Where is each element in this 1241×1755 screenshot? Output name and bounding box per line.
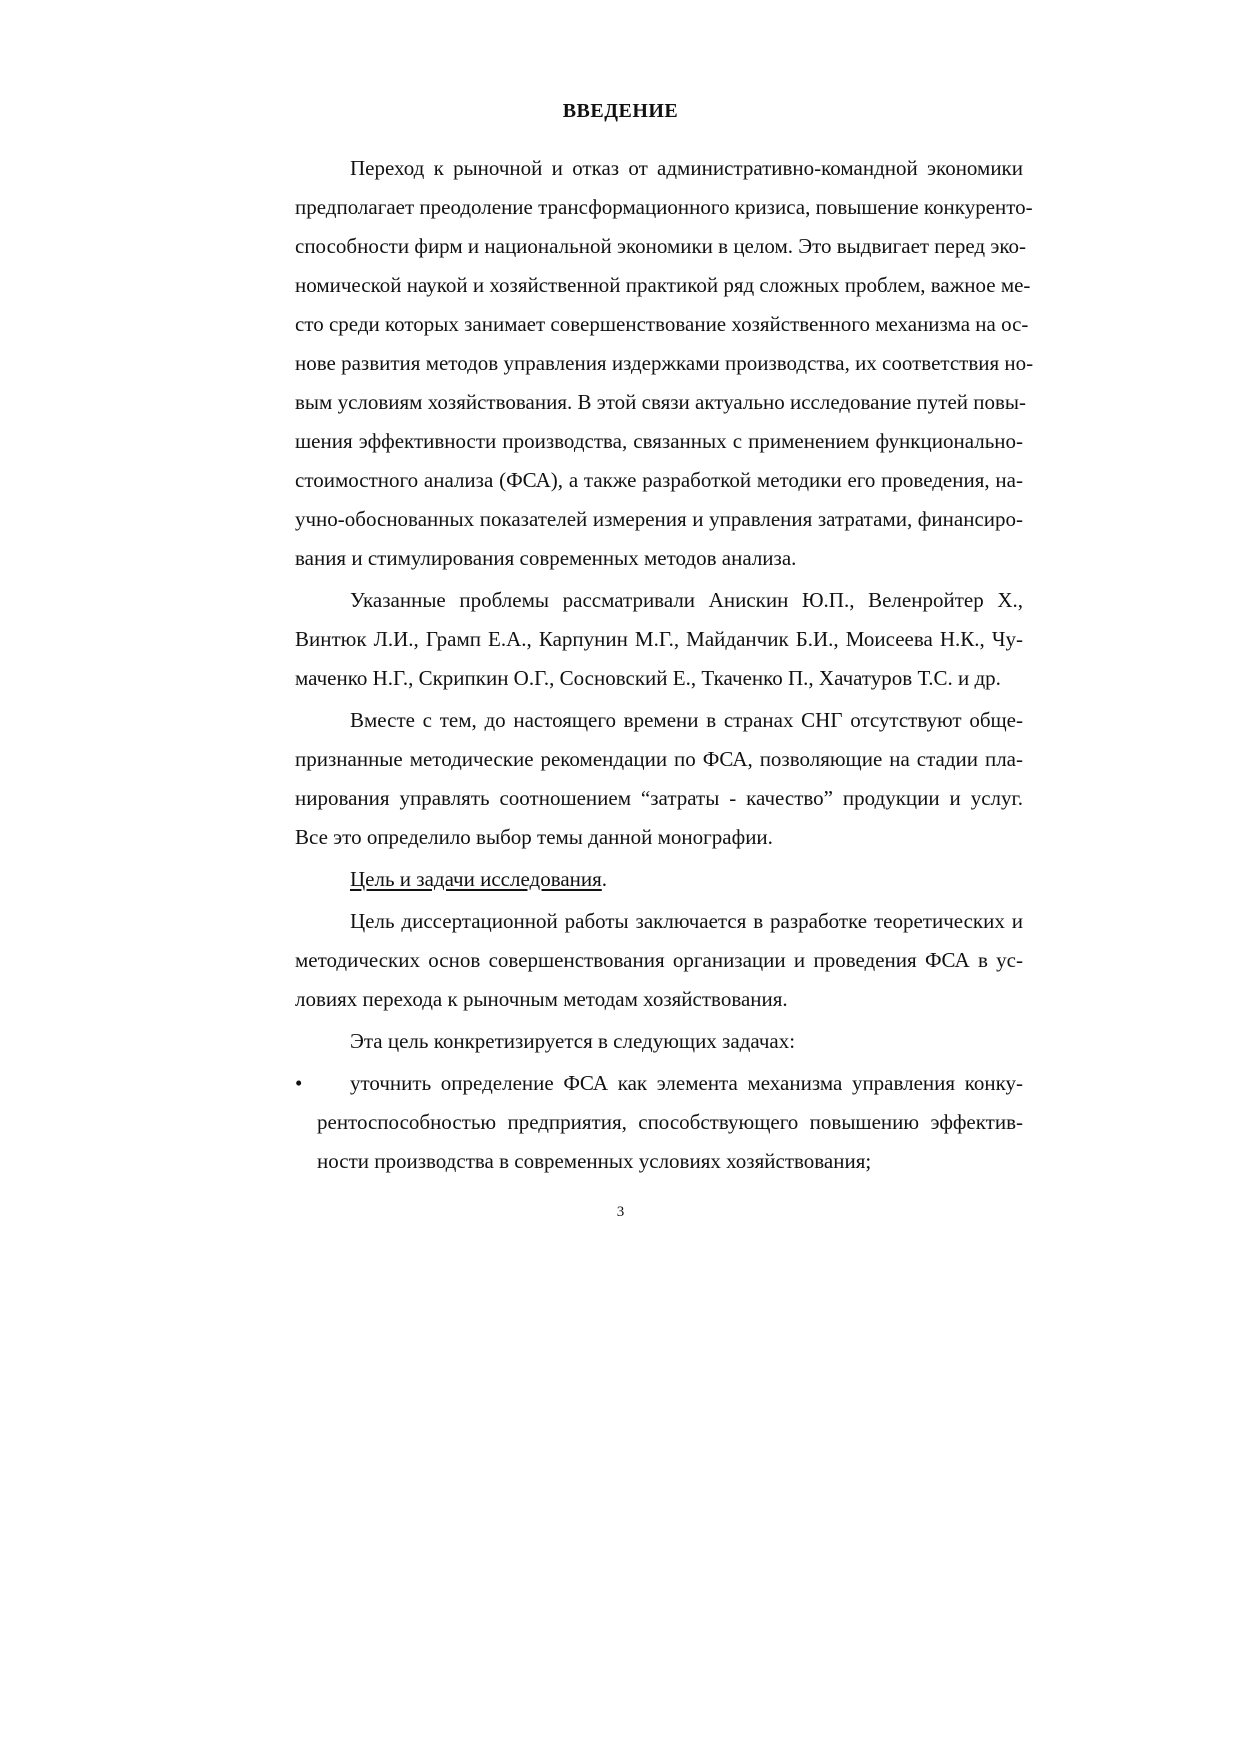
bullet-1-line: ности производства в современных условиях хозяйствования; bbox=[317, 1149, 872, 1173]
section-heading bbox=[350, 859, 607, 899]
paragraph-1-line: стоимостного анализа (ФСА), а также разработкой методики его проведения, на- bbox=[295, 468, 1023, 492]
paragraph-4-line: методических основ совершенствования организации и проведения ФСА в ус- bbox=[295, 948, 1023, 972]
page-title: ВВЕДЕНИЕ bbox=[562, 100, 679, 122]
paragraph-3-line: Все это определило выбор темы данной монографии. bbox=[295, 825, 773, 849]
paragraph-1-line: предполагает преодоление трансформационного кризиса, повышение конкуренто- bbox=[295, 195, 1033, 219]
paragraph-1-line: вания и стимулирования современных методов анализа. bbox=[295, 546, 797, 570]
paragraph-4-line: ловиях перехода к рыночным методам хозяйствования. bbox=[295, 987, 788, 1011]
paragraph-3-line: признанные методические рекомендации по ФСА, позволяющие на стадии пла- bbox=[295, 747, 1023, 771]
page-number: 3 bbox=[616, 1204, 625, 1220]
paragraph-4-line: Цель диссертационной работы заключается в разработке теоретических и bbox=[350, 909, 1023, 933]
paragraph-1-line: номической наукой и хозяйственной практикой ряд сложных проблем, важное ме- bbox=[295, 273, 1031, 297]
paragraph-1-line: способности фирм и национальной экономики в целом. Это выдвигает перед эко- bbox=[295, 234, 1026, 258]
paragraph-1-line: Переход к рыночной и отказ от административно-командной экономики bbox=[350, 156, 1023, 180]
paragraph-1-line: нове развития методов управления издержками производства, их соответствия но- bbox=[295, 351, 1034, 375]
paragraph-3-line: нирования управлять соотношением “затраты - качество” продукции и услуг. bbox=[295, 786, 1023, 810]
paragraph-1-line: учно-обоснованных показателей измерения и управления затратами, финансиро- bbox=[295, 507, 1023, 531]
bullet-icon: • bbox=[295, 1071, 303, 1095]
bullet-1-line: рентоспособностью предприятия, способствующего повышению эффектив- bbox=[317, 1110, 1023, 1134]
paragraph-5: Эта цель конкретизируется в следующих задачах: bbox=[350, 1029, 796, 1053]
section-heading-period: . bbox=[601, 867, 608, 891]
paragraph-2-line: Винтюк Л.И., Грамп Е.А., Карпунин М.Г., Майданчик Б.И., Моисеева Н.К., Чу- bbox=[295, 627, 1023, 651]
paragraph-3-line: Вместе с тем, до настоящего времени в странах СНГ отсутствуют обще- bbox=[350, 708, 1023, 732]
paragraph-1-line: шения эффективности производства, связанных с применением функционально- bbox=[295, 429, 1023, 453]
paragraph-1-line: сто среди которых занимает совершенствование хозяйственного механизма на ос- bbox=[295, 312, 1029, 336]
paragraph-2-line: Указанные проблемы рассматривали Анискин Ю.П., Веленройтер Х., bbox=[350, 588, 1023, 612]
section-heading-text: Цель и задачи исследования bbox=[350, 867, 602, 891]
paragraph-1-line: вым условиям хозяйствования. В этой связи актуально исследование путей повы- bbox=[295, 390, 1027, 414]
bullet-1-line: уточнить определение ФСА как элемента механизма управления конку- bbox=[350, 1071, 1023, 1095]
paragraph-2-line: маченко Н.Г., Скрипкин О.Г., Сосновский Е., Ткаченко П., Хачатуров Т.С. и др. bbox=[295, 666, 1001, 690]
